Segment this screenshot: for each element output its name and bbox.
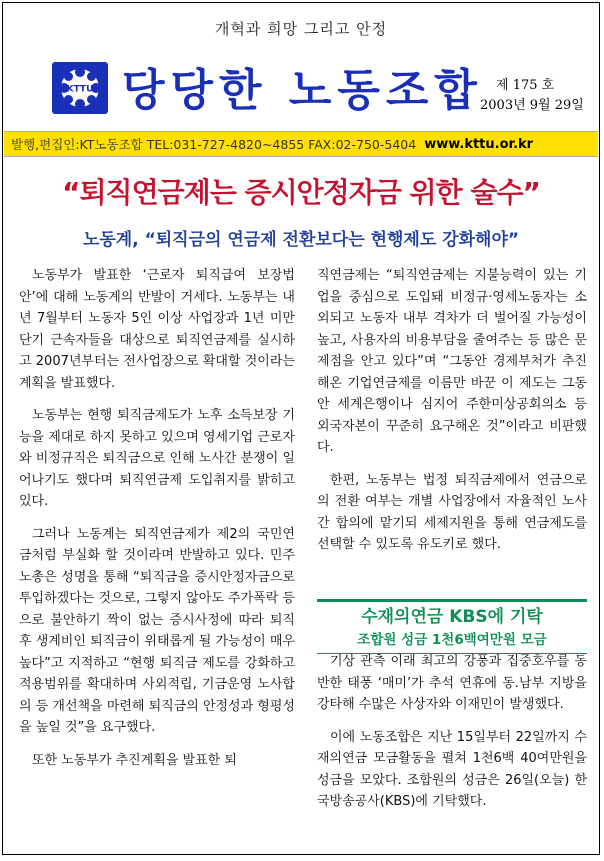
article-headline: “퇴직연금제는 증시안정자금 위한 술수” (62, 176, 540, 209)
slogan: 개혁과 희망 그리고 안정 (214, 20, 388, 38)
masthead (4, 4, 598, 136)
newsletter-page (2, 2, 600, 855)
box-article-paragraph: 이에 노동조합은 지난 15일부터 22일까지 수재의연금 모금활동을 펼쳐 1천6백 40여만원을 성금을 모았다. 조합원의 성금은 26일(오늘) 한국방송공사(KBS)에 기탁했다. (317, 729, 587, 809)
article-paragraph: 그러나 노동계는 퇴직연금제가 제2의 국민연금처럼 부실화 할 것이라며 반발하고 있다. 민주노총은 성명을 통해 “퇴직금을 증시안정자금으로 투입하겠다는 것으로, 그렇지 않아도 주가폭락 등으로 불안하기 짝이 없는 증시사정에 따라 퇴직 후 생계비인 퇴직금이 위태롭게 될 가능성이 매우 높다”고 지적하고 “현행 퇴직금 제도를 강화하고 적용범위를 확대하며 사외적립, 기금운영 노사합의 등 개선책을 마련해 퇴직금의 안정성과 형평성을 높일 것”을 요구했다. (19, 526, 295, 735)
box-article-title: 수재의연금 KBS에 기탁 (361, 607, 543, 627)
article-paragraph: 직연금제는 “퇴직연금제는 지불능력이 있는 기업을 중심으로 도입돼 비정규·영세노동자는 소외되고 노동자 내부 격차가 더 벌어질 가능성이 높고, 사용자의 비용부담을 줄여주는 등 많은 문제점을 안고 있다”며 “그동안 경제부처가 추진해온 기업연금제를 이름만 바꾼 이 제도는 그동안 세계은행이나 심지어 주한미상공회의소 등 외국자본이 꾸준히 요구해온 것”이라고 비판했다. (317, 268, 587, 455)
article-paragraph: 노동부가 발표한 ‘근로자 퇴직급여 보장법안’에 대해 노동계의 반발이 거세다. 노동부는 내년 7월부터 노동자 5인 이상 사업장과 1년 미만 단기 근속자들을 대상으로 퇴직연금제를 실시하고 2007년부터는 전사업장으로 확대할 것이라는 계획을 발표했다. (19, 268, 295, 391)
article-left-column (19, 265, 295, 782)
box-article-paragraph: 기상 관측 이래 최고의 강풍과 집중호우를 동반한 태풍 ‘매미’가 추석 연휴에 동.남부 지방을 강타해 수많은 사상자와 이재민이 발생했다. (317, 654, 587, 712)
box-article-subtitle: 조합원 성금 1천6백여만원 모금 (317, 630, 587, 654)
website-link[interactable]: www.kttu.or.kr (424, 136, 534, 152)
article-paragraph: 노동부는 현행 퇴직금제도가 노후 소득보장 기능을 제대로 하지 못하고 있으며 영세기업 근로자와 비정규직은 퇴직금으로 인해 노사간 분쟁이 일어나기도 했다며 퇴직연금제 도입취지를 밝히고 있다. (19, 408, 295, 509)
issue-number: 제 175 호 (496, 78, 555, 93)
issue-date: 2003년 9월 29일 (480, 98, 584, 113)
box-article-body (317, 651, 587, 824)
kttu-logo-icon (52, 62, 108, 114)
publisher-bar (4, 131, 598, 157)
paper-name: 당당한 노동조합 (122, 65, 483, 116)
article-right-column (317, 265, 587, 567)
logo-text: KTTU (66, 84, 94, 95)
box-article-header (317, 599, 587, 654)
article-paragraph: 또한 노동부가 추진계획을 발표한 퇴 (32, 752, 237, 768)
publisher-info: 발행,편집인:KT노동조합 TEL:031-727-4820~4855 FAX:02-750-5404 (11, 137, 417, 152)
article-paragraph: 한편, 노동부는 법정 퇴직금제에서 연금으로의 전환 여부는 개별 사업장에서 자율적인 노사간 합의에 맡기되 세제지원을 통해 연금제도를 선택할 수 있도록 유도키로 했다. (317, 472, 587, 552)
article-subheadline: 노동계, “퇴직금의 연금제 전환보다는 현행제도 강화해야” (82, 230, 520, 250)
